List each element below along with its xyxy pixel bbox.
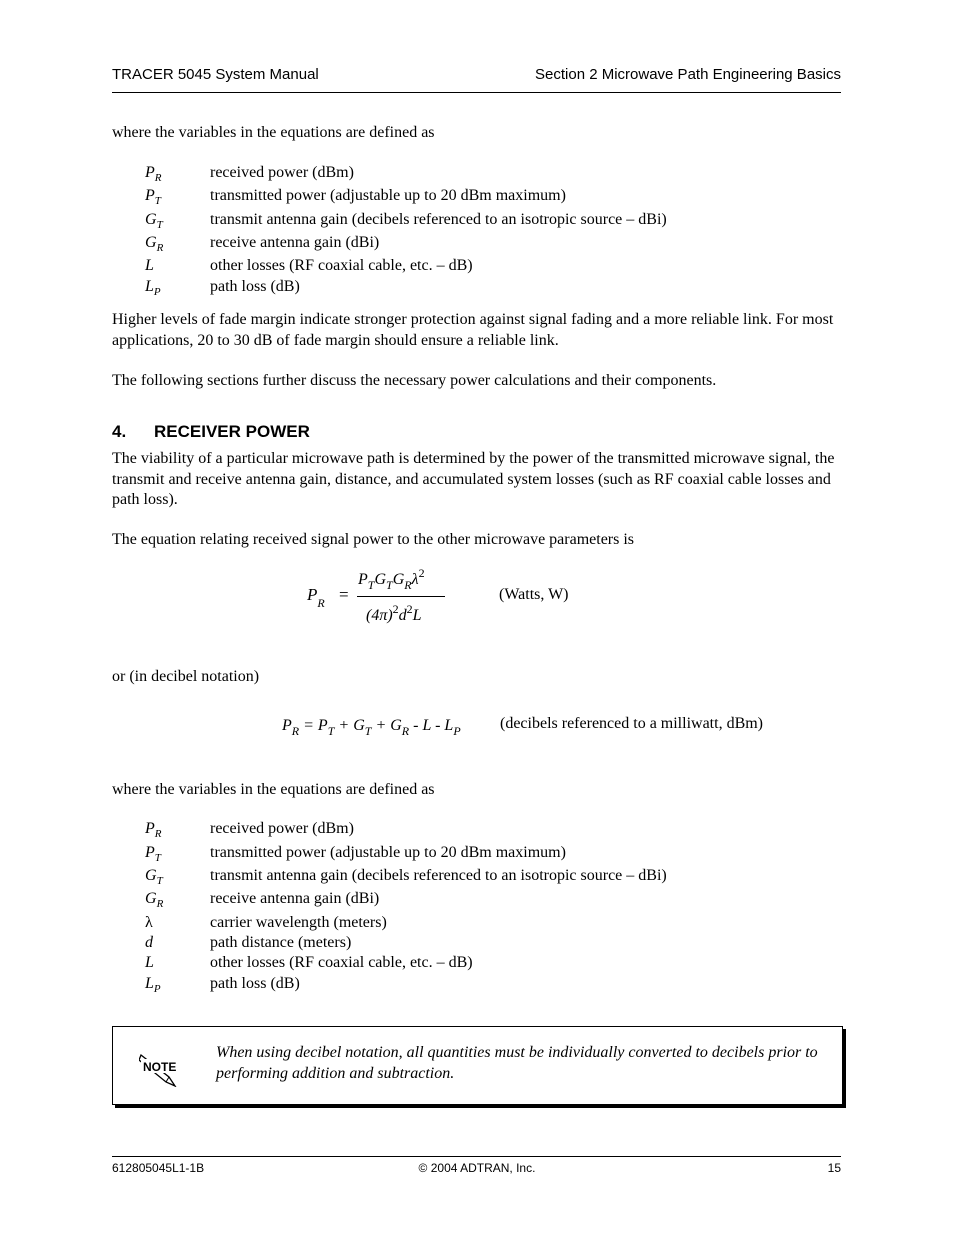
- paragraph-fade-margin: Higher levels of fade margin indicate stronger protection against signal fading and a more reliable link. For most applications, 20 to 30 dB of fade margin should ensure a reliable link.: [112, 311, 834, 349]
- var-symbol: $G_R$: [145, 234, 164, 254]
- paragraph-decibel-notation: or (in decibel notation): [112, 668, 260, 685]
- equation-units-watts: (Watts, W): [499, 586, 569, 603]
- var-symbol: $P_R$: [145, 164, 162, 184]
- var-symbol: $L_P$: [145, 278, 161, 298]
- paragraph-viability: The viability of a particular microwave path is determined by the power of the transmitted microwave signal, the transmit and receive antenna gain, distance, and accumulated system losses (such as RF coaxial cable losses and path loss).: [112, 450, 835, 508]
- var-definition: receive antenna gain (dBi): [210, 890, 380, 907]
- paragraph-sections-intro: The following sections further discuss the necessary power calculations and their components.: [112, 372, 717, 389]
- variables-intro: where the variables in the equations are defined as: [112, 124, 435, 141]
- header-section-title: Section 2 Microwave Path Engineering Basics: [535, 66, 841, 83]
- footer-page-number: 15: [827, 1161, 841, 1175]
- note-box: [112, 1026, 843, 1105]
- footer-doc-number: 612805045L1-1B: [112, 1161, 205, 1175]
- var-symbol: L: [145, 257, 154, 274]
- section-heading: [112, 422, 310, 442]
- var-symbol: λ: [145, 914, 153, 931]
- var-definition: path loss (dB): [210, 975, 300, 992]
- var-symbol: $G_R$: [145, 890, 164, 910]
- footer-rule: [112, 1156, 841, 1157]
- var-definition: path loss (dB): [210, 278, 300, 295]
- var-symbol: $G_T$: [145, 867, 163, 887]
- var-definition: other losses (RF coaxial cable, etc. – dB): [210, 257, 473, 274]
- paragraph-equation-intro: The equation relating received signal power to the other microwave parameters is: [112, 531, 635, 548]
- var-definition: receive antenna gain (dBi): [210, 234, 380, 251]
- note-text: When using decibel notation, all quantities must be individually converted to decibels prior to performing addition and subtraction.: [216, 1044, 818, 1082]
- var-definition: carrier wavelength (meters): [210, 914, 387, 931]
- var-definition: transmitted power (adjustable up to 20 dBm maximum): [210, 844, 566, 861]
- svg-text:NOTE: NOTE: [143, 1060, 177, 1074]
- variables-intro: where the variables in the equations are defined as: [112, 781, 435, 798]
- var-symbol: $P_R$: [145, 820, 162, 840]
- var-definition: other losses (RF coaxial cable, etc. – dB): [210, 954, 473, 971]
- footer-copyright: © 2004 ADTRAN, Inc.: [418, 1161, 536, 1175]
- var-symbol: $L_P$: [145, 975, 161, 995]
- var-definition: received power (dBm): [210, 820, 354, 837]
- var-definition: transmit antenna gain (decibels referenced to an isotropic source – dBi): [210, 867, 667, 884]
- section-title: RECEIVER POWER: [154, 422, 310, 441]
- var-symbol: L: [145, 954, 154, 971]
- var-symbol: $P_T$: [145, 187, 161, 207]
- var-definition: received power (dBm): [210, 164, 354, 181]
- var-symbol: $G_T$: [145, 211, 163, 231]
- var-definition: transmit antenna gain (decibels referenced to an isotropic source – dBi): [210, 211, 667, 228]
- note-pencil-icon: [139, 1049, 181, 1087]
- header-manual-title: TRACER 5045 System Manual: [112, 66, 319, 83]
- header-rule: [112, 92, 841, 93]
- var-symbol: $P_T$: [145, 844, 161, 864]
- equation-units-dbm: (decibels referenced to a milliwatt, dBm): [500, 715, 764, 732]
- section-number: 4.: [112, 422, 127, 441]
- var-symbol: d: [145, 934, 153, 951]
- var-definition: path distance (meters): [210, 934, 352, 951]
- var-definition: transmitted power (adjustable up to 20 dBm maximum): [210, 187, 566, 204]
